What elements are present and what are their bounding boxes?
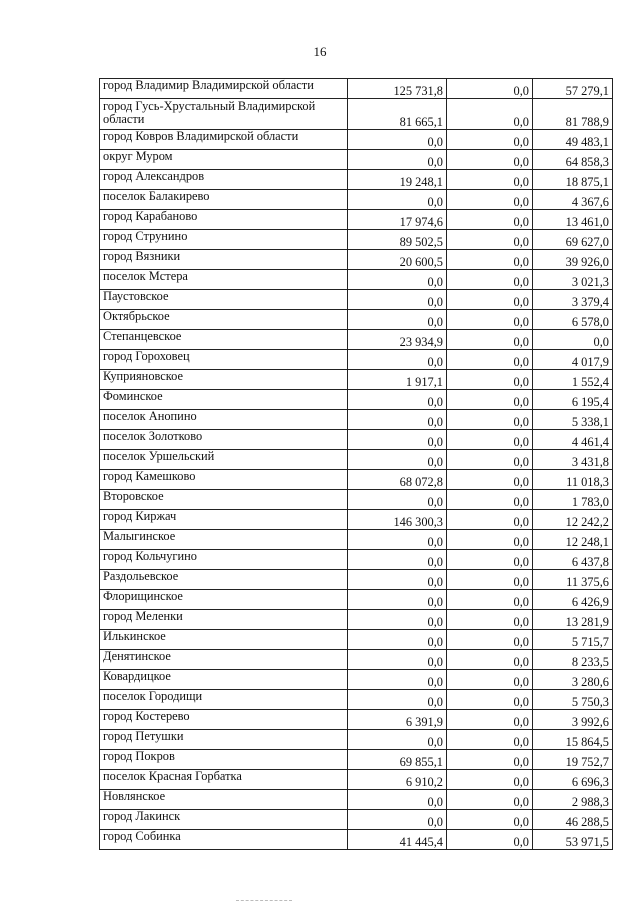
value-column-1: 0,0	[348, 390, 447, 410]
municipality-name: город Гороховец	[100, 350, 348, 370]
value-column-1: 0,0	[348, 570, 447, 590]
value-column-1: 0,0	[348, 610, 447, 630]
value-column-1: 17 974,6	[348, 210, 447, 230]
table-row	[100, 790, 613, 810]
value-column-3: 11 018,3	[533, 470, 613, 490]
municipality-name: поселок Мстера	[100, 270, 348, 290]
value-column-3: 5 338,1	[533, 410, 613, 430]
value-column-3: 3 021,3	[533, 270, 613, 290]
table-row	[100, 650, 613, 670]
table-body	[100, 79, 613, 850]
table-row	[100, 250, 613, 270]
value-column-3: 6 578,0	[533, 310, 613, 330]
value-column-2: 0,0	[447, 650, 533, 670]
value-column-2: 0,0	[447, 490, 533, 510]
municipality-name: Новлянское	[100, 790, 348, 810]
value-column-3: 6 437,8	[533, 550, 613, 570]
value-column-2: 0,0	[447, 250, 533, 270]
municipality-name: город Меленки	[100, 610, 348, 630]
municipality-name: город Лакинск	[100, 810, 348, 830]
value-column-2: 0,0	[447, 430, 533, 450]
value-column-2: 0,0	[447, 370, 533, 390]
value-column-1: 81 665,1	[348, 99, 447, 130]
table-row	[100, 510, 613, 530]
value-column-1: 0,0	[348, 670, 447, 690]
table-row	[100, 630, 613, 650]
value-column-3: 3 431,8	[533, 450, 613, 470]
footer-mark	[236, 900, 292, 902]
table-row	[100, 99, 613, 130]
value-column-2: 0,0	[447, 630, 533, 650]
value-column-1: 41 445,4	[348, 830, 447, 850]
municipality-name: Ковардицкое	[100, 670, 348, 690]
municipality-name: город Карабаново	[100, 210, 348, 230]
municipality-name: округ Муром	[100, 150, 348, 170]
municipality-name: поселок Золотково	[100, 430, 348, 450]
municipality-name: поселок Городищи	[100, 690, 348, 710]
table-row	[100, 290, 613, 310]
value-column-3: 6 195,4	[533, 390, 613, 410]
value-column-1: 0,0	[348, 790, 447, 810]
value-column-3: 3 379,4	[533, 290, 613, 310]
value-column-2: 0,0	[447, 270, 533, 290]
value-column-2: 0,0	[447, 830, 533, 850]
municipality-name: Раздольевское	[100, 570, 348, 590]
value-column-2: 0,0	[447, 610, 533, 630]
value-column-3: 53 971,5	[533, 830, 613, 850]
value-column-1: 0,0	[348, 150, 447, 170]
municipality-name: Малыгинское	[100, 530, 348, 550]
value-column-1: 0,0	[348, 130, 447, 150]
value-column-1: 0,0	[348, 690, 447, 710]
value-column-1: 0,0	[348, 450, 447, 470]
value-column-2: 0,0	[447, 790, 533, 810]
value-column-3: 64 858,3	[533, 150, 613, 170]
table-row	[100, 390, 613, 410]
municipality-name: город Петушки	[100, 730, 348, 750]
value-column-2: 0,0	[447, 150, 533, 170]
municipality-name: Куприяновское	[100, 370, 348, 390]
table-row	[100, 170, 613, 190]
value-column-3: 8 233,5	[533, 650, 613, 670]
value-column-3: 12 248,1	[533, 530, 613, 550]
value-column-1: 0,0	[348, 190, 447, 210]
value-column-1: 69 855,1	[348, 750, 447, 770]
municipality-name: город Киржач	[100, 510, 348, 530]
value-column-2: 0,0	[447, 210, 533, 230]
value-column-3: 5 715,7	[533, 630, 613, 650]
value-column-3: 18 875,1	[533, 170, 613, 190]
table-row	[100, 350, 613, 370]
value-column-2: 0,0	[447, 690, 533, 710]
municipality-name: поселок Красная Горбатка	[100, 770, 348, 790]
value-column-3: 3 280,6	[533, 670, 613, 690]
table-row	[100, 190, 613, 210]
value-column-2: 0,0	[447, 170, 533, 190]
municipality-name: Денятинское	[100, 650, 348, 670]
value-column-2: 0,0	[447, 79, 533, 99]
municipality-name: Фоминское	[100, 390, 348, 410]
municipality-name: поселок Уршельский	[100, 450, 348, 470]
table-row	[100, 750, 613, 770]
value-column-1: 19 248,1	[348, 170, 447, 190]
value-column-1: 0,0	[348, 730, 447, 750]
municipality-name: Второвское	[100, 490, 348, 510]
table-row	[100, 330, 613, 350]
municipality-name: Паустовское	[100, 290, 348, 310]
value-column-1: 0,0	[348, 590, 447, 610]
value-column-1: 0,0	[348, 290, 447, 310]
value-column-3: 11 375,6	[533, 570, 613, 590]
table-row	[100, 770, 613, 790]
table-row	[100, 410, 613, 430]
municipality-name: город Александров	[100, 170, 348, 190]
table-row	[100, 430, 613, 450]
value-column-2: 0,0	[447, 550, 533, 570]
value-column-1: 0,0	[348, 350, 447, 370]
value-column-3: 2 988,3	[533, 790, 613, 810]
value-column-1: 146 300,3	[348, 510, 447, 530]
value-column-1: 6 910,2	[348, 770, 447, 790]
value-column-2: 0,0	[447, 510, 533, 530]
municipality-name: город Владимир Владимирской области	[100, 79, 348, 99]
value-column-1: 0,0	[348, 650, 447, 670]
value-column-1: 0,0	[348, 490, 447, 510]
municipality-name: поселок Балакирево	[100, 190, 348, 210]
value-column-2: 0,0	[447, 470, 533, 490]
value-column-2: 0,0	[447, 230, 533, 250]
table-row	[100, 230, 613, 250]
value-column-2: 0,0	[447, 730, 533, 750]
table-row	[100, 830, 613, 850]
value-column-1: 20 600,5	[348, 250, 447, 270]
value-column-3: 39 926,0	[533, 250, 613, 270]
value-column-1: 0,0	[348, 410, 447, 430]
municipality-name: Октябрьское	[100, 310, 348, 330]
table-row	[100, 470, 613, 490]
value-column-2: 0,0	[447, 310, 533, 330]
value-column-2: 0,0	[447, 410, 533, 430]
value-column-2: 0,0	[447, 710, 533, 730]
value-column-3: 12 242,2	[533, 510, 613, 530]
value-column-1: 0,0	[348, 630, 447, 650]
table-row	[100, 270, 613, 290]
municipality-name: город Камешково	[100, 470, 348, 490]
value-column-2: 0,0	[447, 770, 533, 790]
table-row	[100, 490, 613, 510]
value-column-3: 57 279,1	[533, 79, 613, 99]
table-row	[100, 79, 613, 99]
municipality-name: Илькинское	[100, 630, 348, 650]
value-column-2: 0,0	[447, 450, 533, 470]
value-column-3: 49 483,1	[533, 130, 613, 150]
value-column-1: 68 072,8	[348, 470, 447, 490]
table-row	[100, 530, 613, 550]
value-column-1: 0,0	[348, 810, 447, 830]
value-column-3: 4 017,9	[533, 350, 613, 370]
value-column-1: 6 391,9	[348, 710, 447, 730]
value-column-3: 4 461,4	[533, 430, 613, 450]
table-row	[100, 730, 613, 750]
value-column-1: 0,0	[348, 430, 447, 450]
municipality-name: Степанцевское	[100, 330, 348, 350]
table-row	[100, 590, 613, 610]
value-column-2: 0,0	[447, 130, 533, 150]
table-row	[100, 610, 613, 630]
value-column-1: 0,0	[348, 530, 447, 550]
value-column-1: 89 502,5	[348, 230, 447, 250]
value-column-1: 0,0	[348, 270, 447, 290]
table-row	[100, 550, 613, 570]
value-column-2: 0,0	[447, 330, 533, 350]
value-column-3: 0,0	[533, 330, 613, 350]
value-column-1: 0,0	[348, 310, 447, 330]
value-column-3: 1 552,4	[533, 370, 613, 390]
table-row	[100, 670, 613, 690]
value-column-2: 0,0	[447, 750, 533, 770]
municipality-name: город Собинка	[100, 830, 348, 850]
value-column-3: 4 367,6	[533, 190, 613, 210]
value-column-3: 13 461,0	[533, 210, 613, 230]
table-row	[100, 150, 613, 170]
municipality-name: город Вязники	[100, 250, 348, 270]
table-row	[100, 310, 613, 330]
value-column-2: 0,0	[447, 390, 533, 410]
table-row	[100, 690, 613, 710]
value-column-3: 3 992,6	[533, 710, 613, 730]
table-row	[100, 130, 613, 150]
value-column-2: 0,0	[447, 590, 533, 610]
value-column-2: 0,0	[447, 190, 533, 210]
table-row	[100, 570, 613, 590]
value-column-2: 0,0	[447, 350, 533, 370]
page-number: 16	[313, 44, 327, 59]
value-column-2: 0,0	[447, 570, 533, 590]
municipality-name: Флорищинское	[100, 590, 348, 610]
value-column-2: 0,0	[447, 670, 533, 690]
value-column-3: 13 281,9	[533, 610, 613, 630]
municipality-name: город Струнино	[100, 230, 348, 250]
value-column-3: 15 864,5	[533, 730, 613, 750]
table-row	[100, 710, 613, 730]
value-column-1: 1 917,1	[348, 370, 447, 390]
budget-table	[99, 78, 613, 850]
value-column-3: 1 783,0	[533, 490, 613, 510]
value-column-3: 69 627,0	[533, 230, 613, 250]
value-column-3: 6 426,9	[533, 590, 613, 610]
value-column-2: 0,0	[447, 810, 533, 830]
table-row	[100, 810, 613, 830]
value-column-3: 6 696,3	[533, 770, 613, 790]
table-row	[100, 210, 613, 230]
value-column-3: 46 288,5	[533, 810, 613, 830]
municipality-name: поселок Анопино	[100, 410, 348, 430]
value-column-2: 0,0	[447, 530, 533, 550]
value-column-3: 5 750,3	[533, 690, 613, 710]
value-column-1: 125 731,8	[348, 79, 447, 99]
municipality-name: город Покров	[100, 750, 348, 770]
value-column-2: 0,0	[447, 99, 533, 130]
table-row	[100, 370, 613, 390]
value-column-3: 81 788,9	[533, 99, 613, 130]
municipality-name: город Гусь-Хрустальный Владимирской области	[100, 99, 348, 130]
value-column-1: 0,0	[348, 550, 447, 570]
municipality-name: город Ковров Владимирской области	[100, 130, 348, 150]
value-column-1: 23 934,9	[348, 330, 447, 350]
municipality-name: город Костерево	[100, 710, 348, 730]
table-row	[100, 450, 613, 470]
municipality-name: город Кольчугино	[100, 550, 348, 570]
value-column-2: 0,0	[447, 290, 533, 310]
value-column-3: 19 752,7	[533, 750, 613, 770]
